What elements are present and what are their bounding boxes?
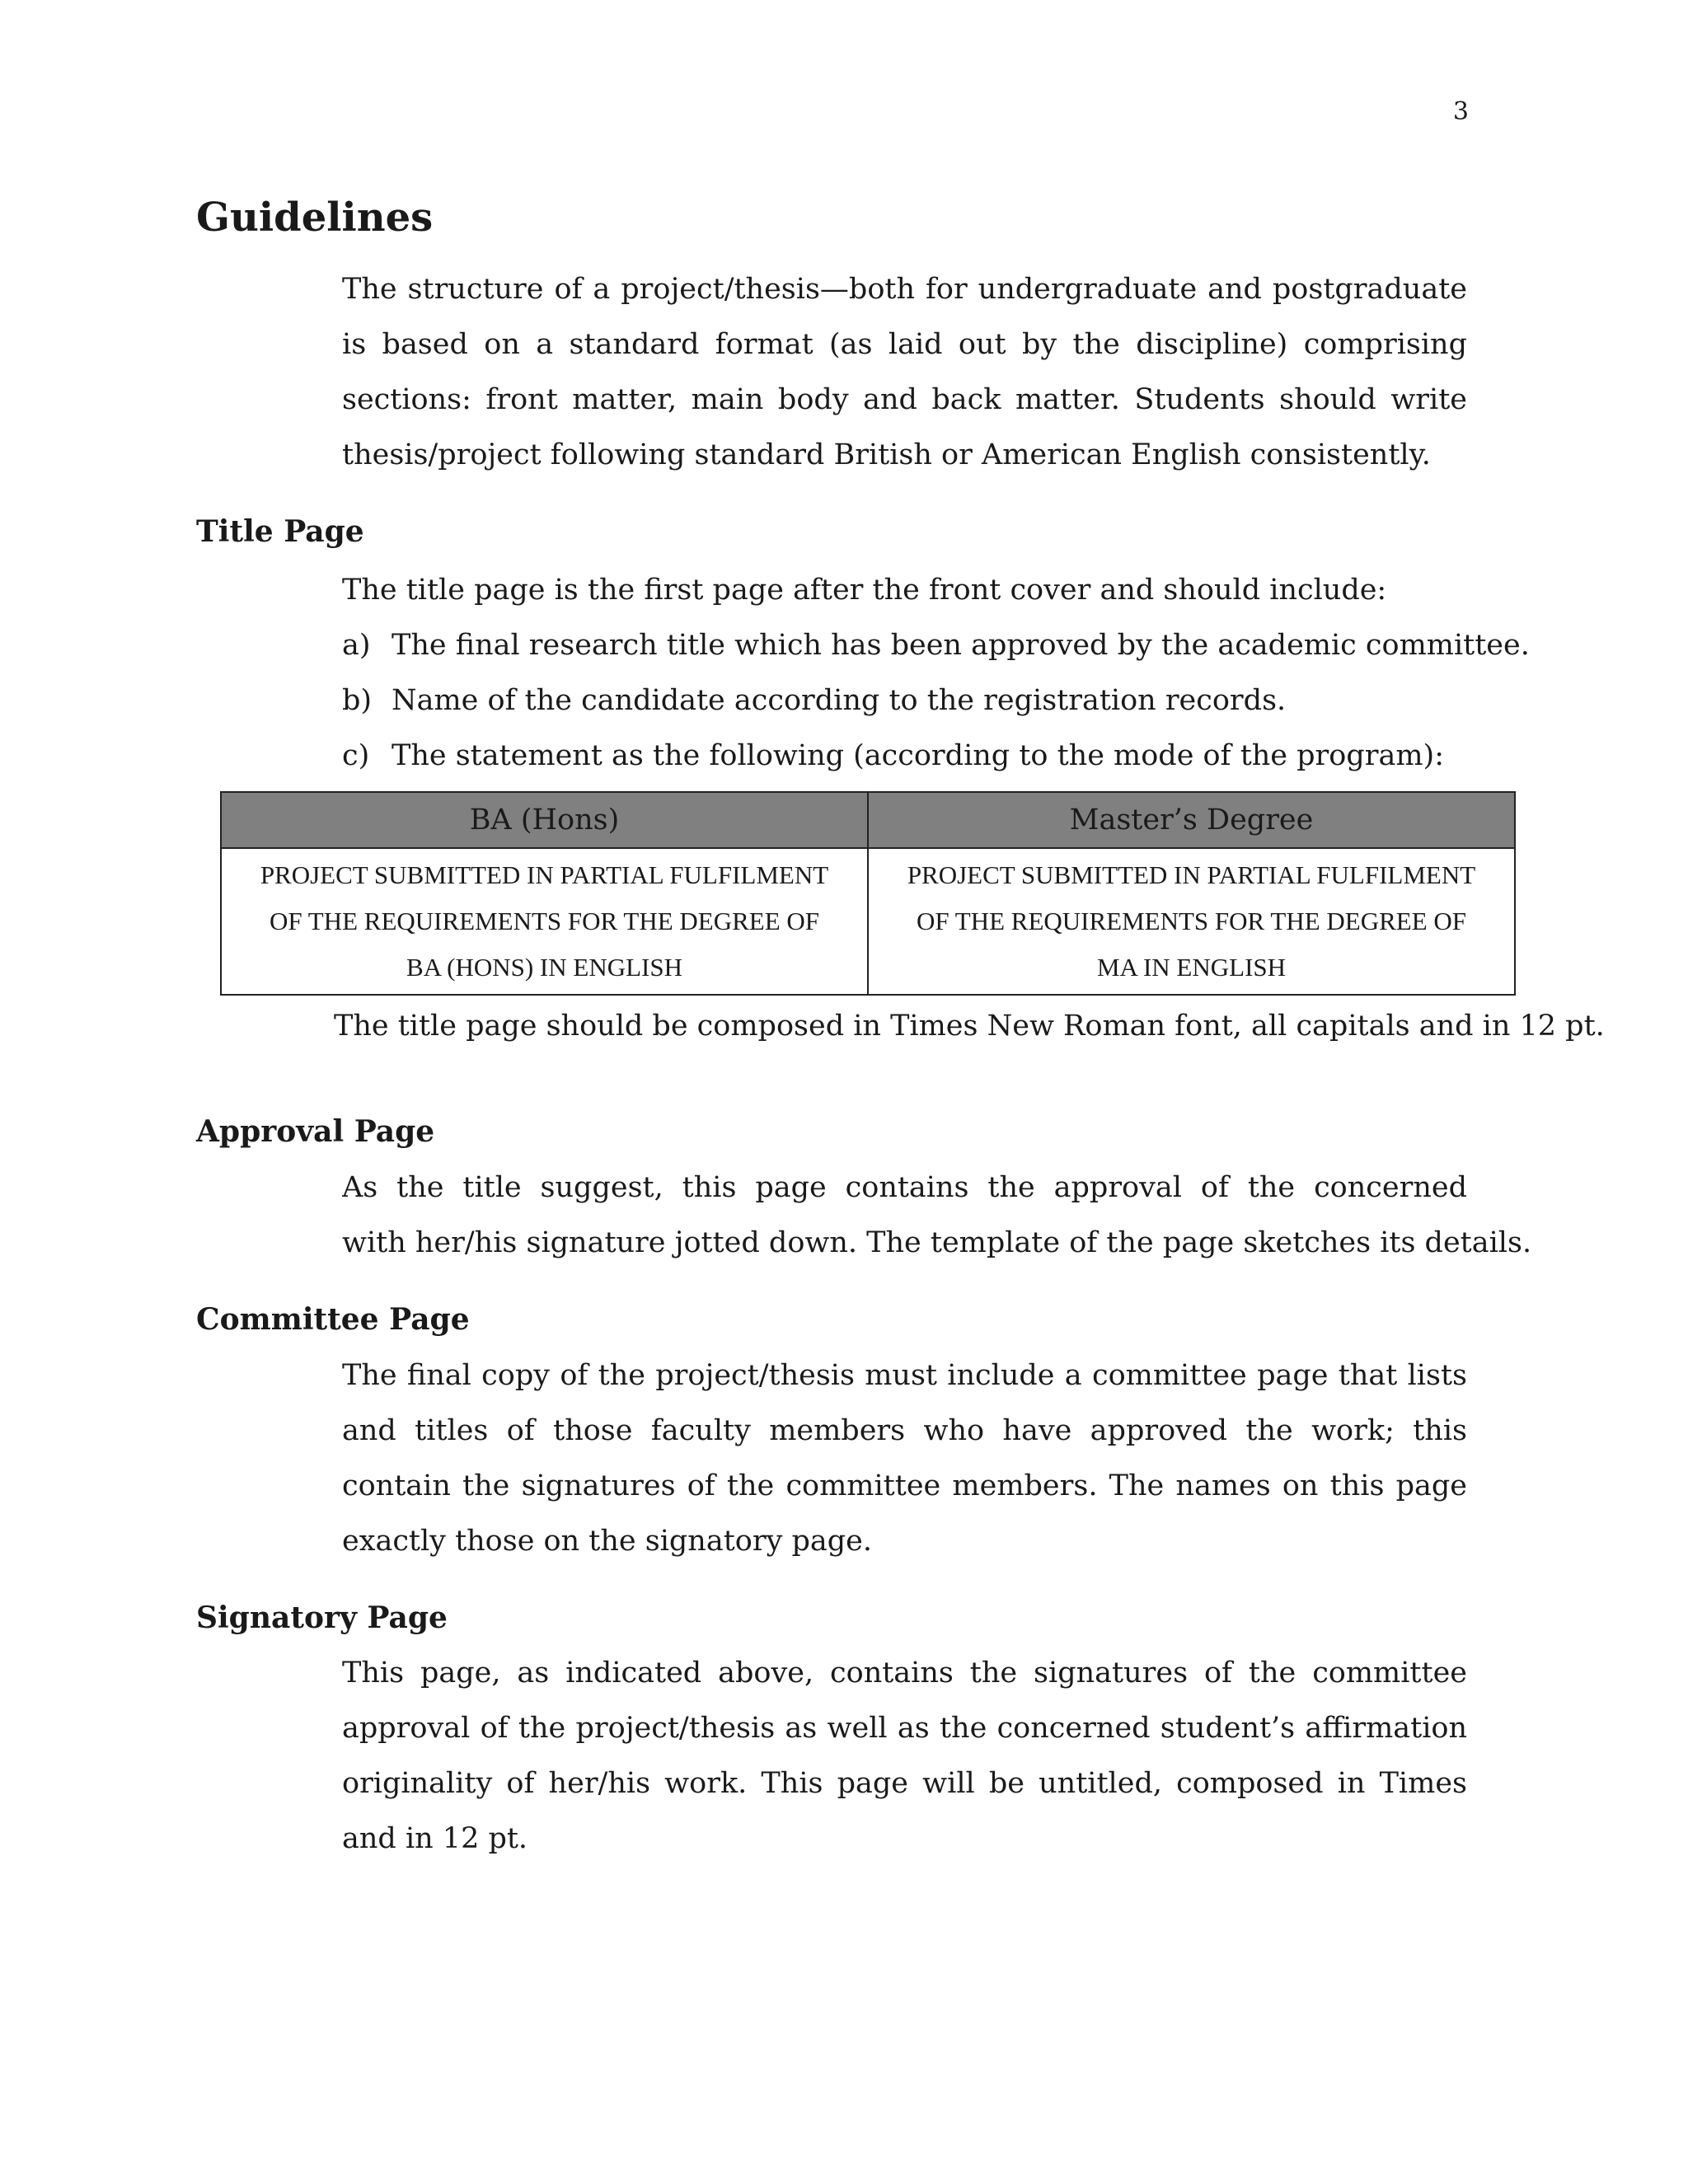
cell-line: OF THE REQUIREMENTS FOR THE DEGREE OF xyxy=(916,907,1467,935)
cell-line: PROJECT SUBMITTED IN PARTIAL FULFILMENT xyxy=(907,860,1476,889)
table-header-ba: BA (Hons) xyxy=(221,792,868,848)
guidelines-line: is based on a standard format (as laid out by the discipline) comprising xyxy=(342,328,1467,361)
committee-line: The final copy of the project/thesis must include a committee page that lists xyxy=(342,1359,1467,1392)
cell-line: PROJECT SUBMITTED IN PARTIAL FULFILMENT xyxy=(260,860,829,889)
cell-line: BA (HONS) IN ENGLISH xyxy=(406,953,682,982)
list-item xyxy=(342,673,1286,729)
signatory-line: This page, as indicated above, contains the signatures of the committee xyxy=(342,1657,1467,1690)
approval-line: As the title suggest, this page contains the approval of the concerned xyxy=(342,1171,1467,1204)
list-marker: b) xyxy=(342,684,373,717)
list-item-text: Name of the candidate according to the registration records. xyxy=(392,684,1287,717)
list-item xyxy=(342,618,1530,673)
signatory-line: and in 12 pt. xyxy=(342,1822,528,1855)
signatory-line: approval of the project/thesis as well as the concerned student’s affirmation xyxy=(342,1712,1467,1745)
approval-page-heading: Approval Page xyxy=(196,1114,435,1149)
list-item xyxy=(342,729,1444,784)
title-page-note: The title page should be composed in Times New Roman font, all capitals and in 12 pt. xyxy=(334,1010,1605,1043)
list-marker: c) xyxy=(342,739,370,772)
table-header-masters: Master’s Degree xyxy=(868,792,1515,848)
cell-line: OF THE REQUIREMENTS FOR THE DEGREE OF xyxy=(269,907,820,935)
table-cell-ba xyxy=(221,848,868,995)
signatory-paragraph xyxy=(342,1646,1467,1867)
approval-paragraph xyxy=(342,1160,1532,1271)
committee-paragraph xyxy=(342,1348,1467,1569)
signatory-line: originality of her/his work. This page will be untitled, composed in Times xyxy=(342,1767,1467,1800)
committee-page-heading: Committee Page xyxy=(196,1302,470,1337)
title-page-heading: Title Page xyxy=(196,514,364,549)
guidelines-line: thesis/project following standard British or American English consistently. xyxy=(342,438,1431,471)
list-item-text: The statement as the following (according to the mode of the program): xyxy=(392,739,1444,772)
guidelines-paragraph xyxy=(342,262,1467,483)
page-number: 3 xyxy=(1452,97,1469,126)
table-row xyxy=(221,848,1515,995)
signatory-page-heading: Signatory Page xyxy=(196,1601,448,1635)
table-cell-masters xyxy=(868,848,1515,995)
degree-statement-table xyxy=(220,791,1516,996)
cell-line: MA IN ENGLISH xyxy=(1096,953,1287,982)
title-page-intro: The title page is the first page after the front cover and should include: xyxy=(342,574,1387,607)
committee-line: contain the signatures of the committee members. The names on this page xyxy=(342,1469,1467,1502)
table-header-row xyxy=(221,792,1515,848)
guidelines-line: sections: front matter, main body and back matter. Students should write xyxy=(342,383,1467,416)
guidelines-line: The structure of a project/thesis—both for undergraduate and postgraduate xyxy=(342,273,1467,306)
list-item-text: The final research title which has been approved by the academic committee. xyxy=(392,629,1530,662)
committee-line: exactly those on the signatory page. xyxy=(342,1525,872,1558)
approval-line: with her/his signature jotted down. The template of the page sketches its details. xyxy=(342,1226,1532,1259)
list-marker: a) xyxy=(342,629,371,662)
guidelines-heading: Guidelines xyxy=(196,194,434,241)
committee-line: and titles of those faculty members who have approved the work; this xyxy=(342,1414,1467,1447)
